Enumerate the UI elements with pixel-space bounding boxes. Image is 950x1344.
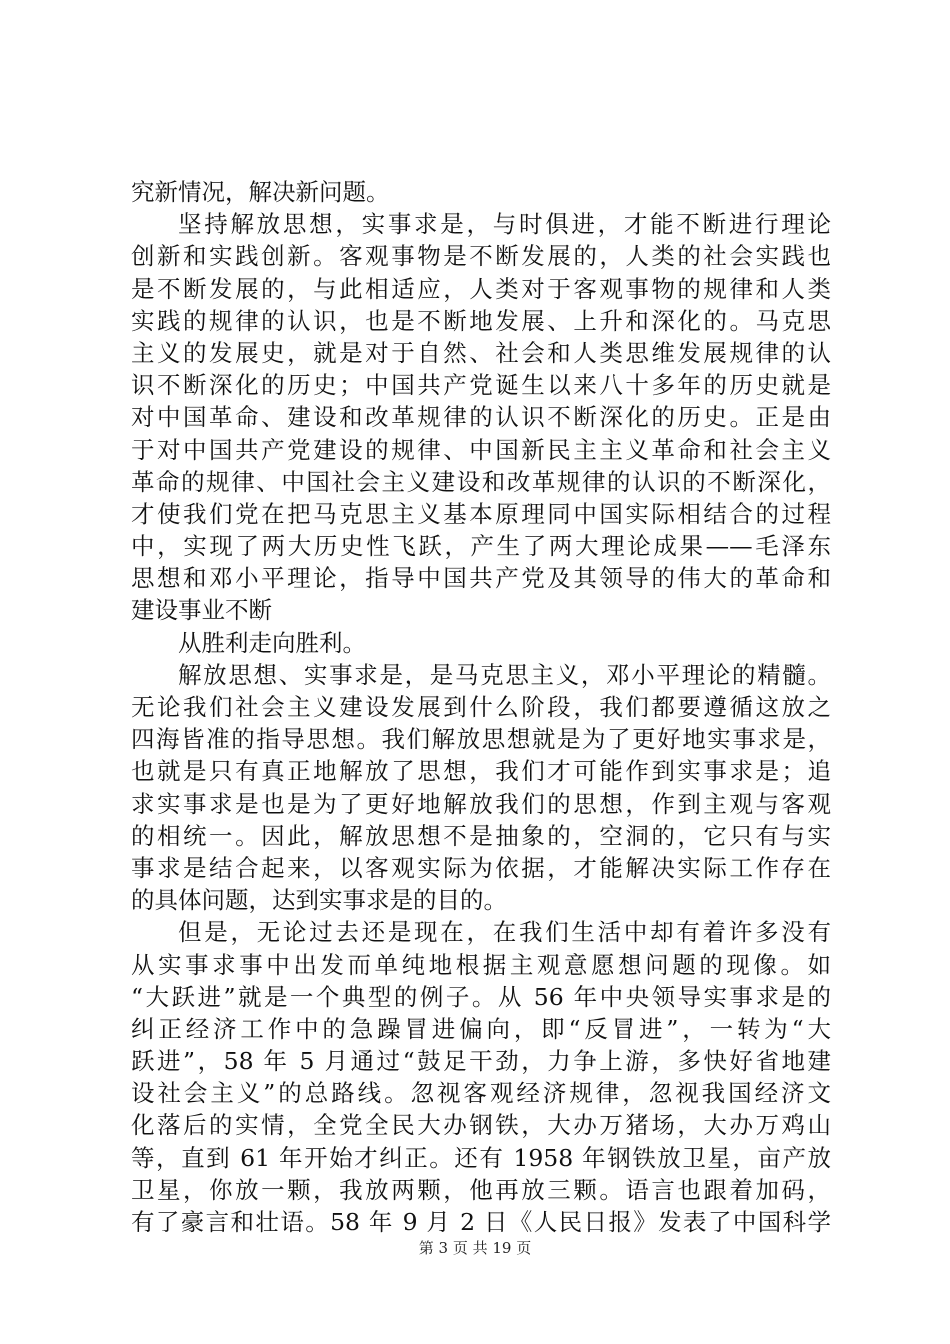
- text-line: 才使我们党在把马克思主义基本原理同中国实际相结合的过程: [131, 499, 831, 528]
- text-line: 实践的规律的认识，也是不断地发展、上升和深化的。马克思: [131, 306, 831, 335]
- text-line: 也就是只有真正地解放了思想，我们才可能作到实事求是；追: [131, 757, 831, 786]
- text-line: 坚持解放思想，实事求是，与时俱进，才能不断进行理论: [178, 210, 831, 239]
- text-line: 四海皆准的指导思想。我们解放思想就是为了更好地实事求是，: [131, 725, 831, 754]
- text-line: 等，直到 61 年开始才纠正。还有 1958 年钢铁放卫星，亩产放: [131, 1143, 831, 1172]
- body-text: [131, 176, 831, 1238]
- text-line: 从实事求事中出发而单纯地根据主观意愿想问题的现像。如: [131, 950, 831, 979]
- text-line: 化落后的实情，全党全民大办钢铁，大办万猪场，大办万鸡山: [131, 1111, 831, 1140]
- text-line: “大跃进”就是一个典型的例子。从 56 年中央领导实事求是的: [131, 982, 831, 1011]
- text-line: 解放思想、实事求是，是马克思主义，邓小平理论的精髓。: [178, 660, 831, 689]
- text-line: 于对中国共产党建设的规律、中国新民主主义革命和社会主义: [131, 435, 831, 464]
- text-line: 主义的发展史，就是对于自然、社会和人类思维发展规律的认: [131, 338, 831, 367]
- text-line: 建设事业不断: [131, 596, 272, 625]
- text-line: 卫星，你放一颗，我放两颗，他再放三颗。语言也跟着加码，: [131, 1175, 831, 1204]
- text-line: 求实事求是也是为了更好地解放我们的思想，作到主观与客观: [131, 789, 831, 818]
- text-line: 是不断发展的，与此相适应，人类对于客观事物的规律和人类: [131, 274, 831, 303]
- text-line: 的具体问题，达到实事求是的目的。: [131, 886, 507, 915]
- text-line: 对中国革命、建设和改革规律的认识不断深化的历史。正是由: [131, 403, 831, 432]
- text-line: 创新和实践创新。客观事物是不断发展的，人类的社会实践也: [131, 242, 831, 271]
- text-line: 究新情况，解决新问题。: [131, 178, 390, 206]
- text-line: 从胜利走向胜利。: [178, 628, 366, 657]
- text-line: 事求是结合起来，以客观实际为依据，才能解决实际工作存在: [131, 853, 831, 882]
- text-line: 识不断深化的历史；中国共产党诞生以来八十多年的历史就是: [131, 371, 831, 400]
- text-line: 思想和邓小平理论，指导中国共产党及其领导的伟大的革命和: [131, 564, 831, 593]
- text-line: 中，实现了两大历史性飞跃，产生了两大理论成果——毛泽东: [131, 532, 831, 561]
- text-line: 有了豪言和壮语。58 年 9 月 2 日《人民日报》发表了中国科学: [131, 1208, 831, 1236]
- text-line: 但是，无论过去还是现在，在我们生活中却有着许多没有: [178, 918, 831, 947]
- text-line: 革命的规律、中国社会主义建设和改革规律的认识的不断深化，: [131, 467, 831, 496]
- text-line: 设社会主义”的总路线。忽视客观经济规律，忽视我国经济文: [131, 1079, 831, 1108]
- text-line: 跃进”，58 年 5 月通过“鼓足干劲，力争上游，多快好省地建: [131, 1047, 831, 1076]
- text-line: 无论我们社会主义建设发展到什么阶段，我们都要遵循这放之: [131, 693, 831, 721]
- text-line: 纠正经济工作中的急躁冒进偏向，即“反冒进”，一转为“大: [131, 1014, 831, 1043]
- text-line: 的相统一。因此，解放思想不是抽象的，空洞的，它只有与实: [131, 821, 831, 850]
- page-footer: 第 3 页 共 19 页: [418, 1239, 532, 1257]
